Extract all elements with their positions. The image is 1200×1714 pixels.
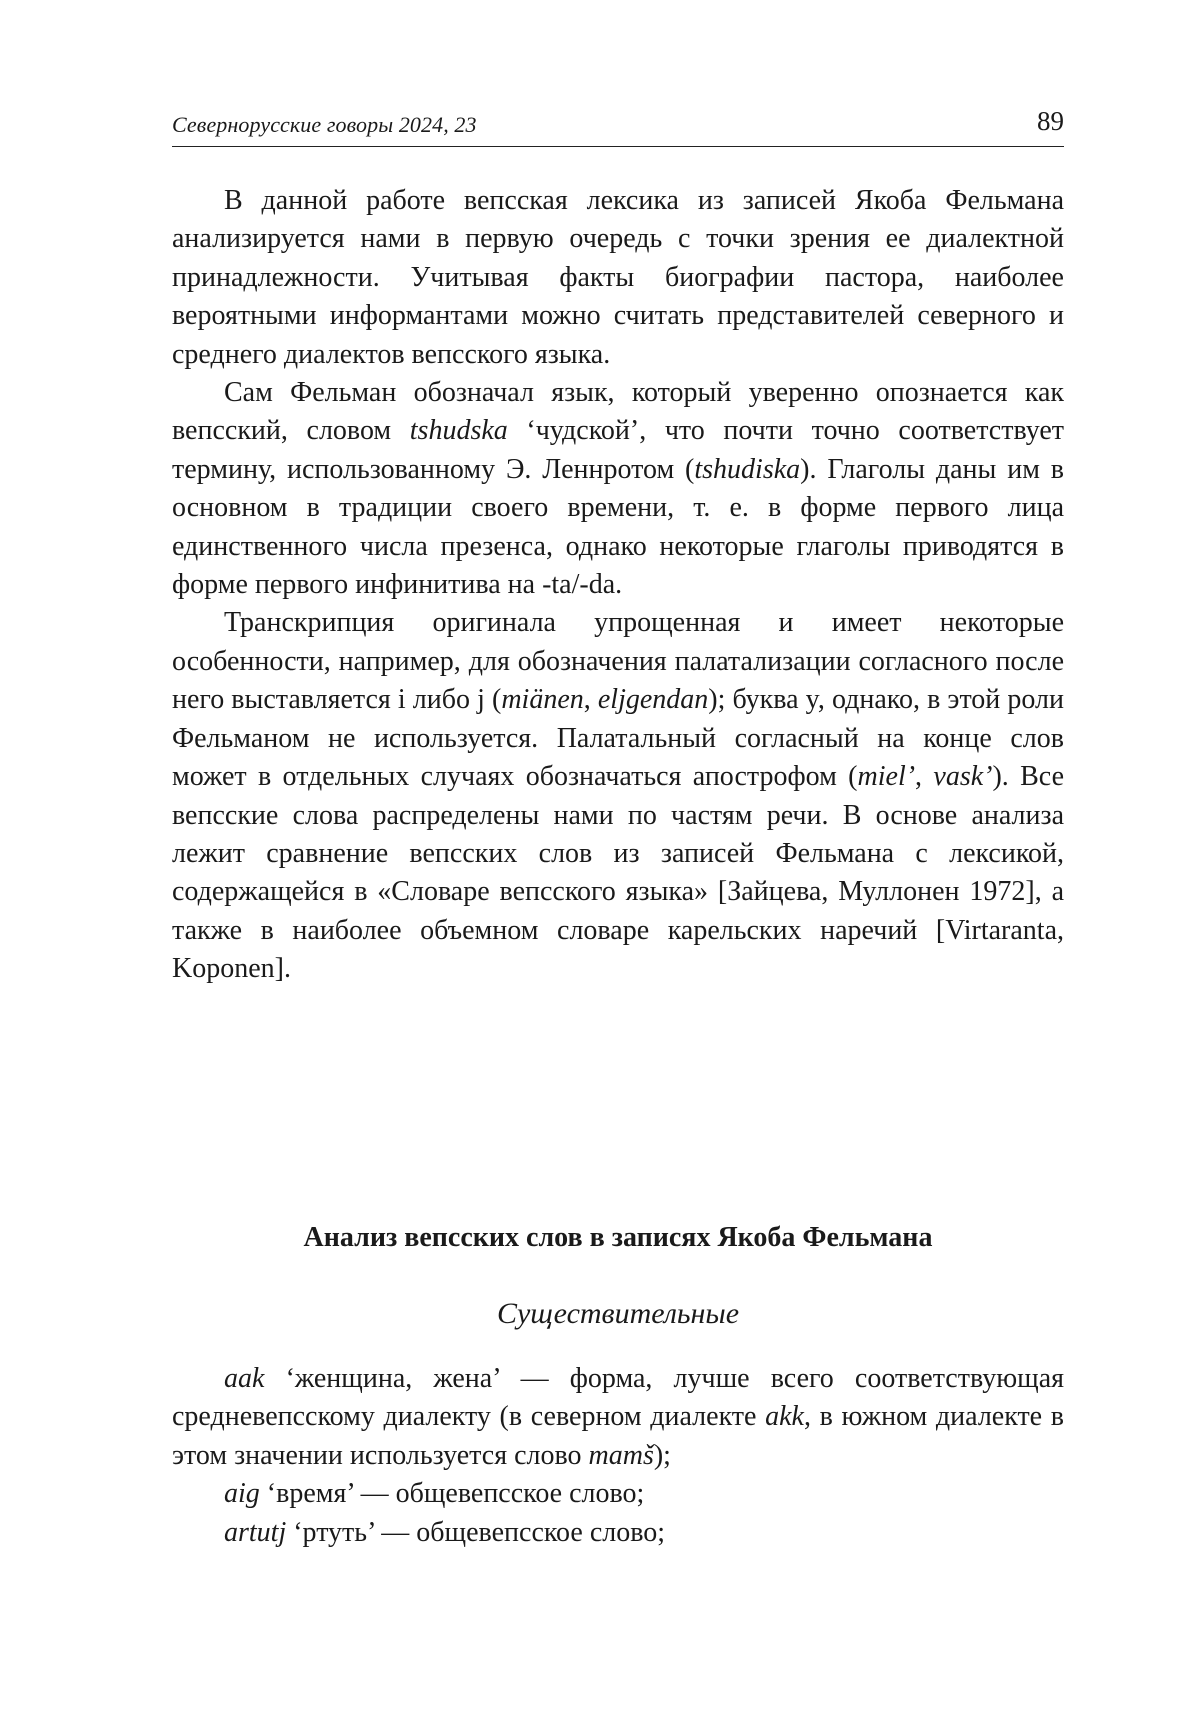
running-title: Севернорусские говоры 2024, 23 (172, 112, 477, 137)
term-mianen: miänen (501, 684, 584, 716)
entry-headword: aak (224, 1363, 265, 1394)
entry-headword: artutj (224, 1516, 287, 1548)
body-text (172, 182, 1064, 989)
paragraph-3-text: , (915, 761, 934, 793)
term-tshudska: tshudska (409, 415, 508, 447)
list-item (172, 1475, 1064, 1513)
paragraph-2-text: ‘чудской’, что почти точно соответствует термину, использованному Э. Леннротом ( (172, 415, 1064, 485)
term-tshudiska: tshudiska (694, 453, 801, 485)
entry-term: mamš (588, 1439, 654, 1471)
entry-gloss: , в южном диалекте в этом значении используется слово (172, 1401, 1064, 1471)
paragraph-3-text: ); буква y, однако, в этой роли Фельманом не используется. Палатальный согласный на конце слов может в отдельных случаях обозначаться апострофом ( (172, 684, 1064, 793)
entry-term: akk (765, 1401, 804, 1433)
term-vask: vask’ (933, 761, 993, 793)
paragraph-3-text: ). Все вепсские слова распределены нами по частям речи. В основе анализа лежит сравнение вепсских слов из записей Фельмана с лексикой, содержащейся в «Словаре вепсского языка» [Зайцева, Муллонен 1972], а также в наиболее объемном словаре карельских наречий [Virtaranta, Koponen]. (172, 761, 1065, 985)
entry-gloss: ); (653, 1439, 671, 1471)
list-item (172, 1360, 1064, 1475)
paragraph-2-text: ). Глаголы даны им в основном в традиции своего времени, т. е. в форме первого лица единственного числа презенса, однако некоторые глаголы приводятся в форме первого инфинитива на -ta/-da. (172, 453, 1064, 601)
entry-headword: aig (224, 1478, 260, 1510)
list-item (172, 1514, 1064, 1552)
paragraph-1: В данной работе вепсская лексика из записей Якоба Фельмана анализируется нами в первую очередь с точки зрения ее диалектной принадлежности. Учитывая факты биографии пастора, наиболее вероятными информантами можно считать представителей северного и среднего диалектов вепсского языка. (172, 185, 1064, 370)
paragraph-3 (172, 604, 1064, 988)
running-header (172, 102, 1064, 147)
paragraph-2 (172, 374, 1064, 604)
paragraph-3-text: , (583, 684, 598, 716)
term-miel: miel’ (857, 761, 916, 793)
entry-gloss: ‘ртуть’ — общевепсское слово; (286, 1516, 666, 1548)
term-eljgendan: eljgendan (597, 684, 709, 716)
entry-list (172, 1360, 1064, 1552)
section-heading: Анализ вепсских слов в записях Якоба Фельмана (303, 1222, 933, 1253)
paragraph-3-text: Транскрипция оригинала упрощенная и имеет некоторые особенности, например, для обозначения палатализации согласного после него выставляется i либо j ( (172, 607, 1064, 716)
page-number: 89 (1037, 106, 1064, 136)
entry-gloss: ‘женщина, жена’ — форма, лучше всего соответствующая средневепсскому диалекту (в северном диалекте (172, 1363, 1064, 1433)
paragraph-2-text: Сам Фельман обозначал язык, который уверенно опознается как вепсский, словом (172, 377, 1064, 447)
section-subheading: Существительные (496, 1297, 740, 1330)
entry-gloss: ‘время’ — общевепсское слово; (259, 1478, 645, 1510)
